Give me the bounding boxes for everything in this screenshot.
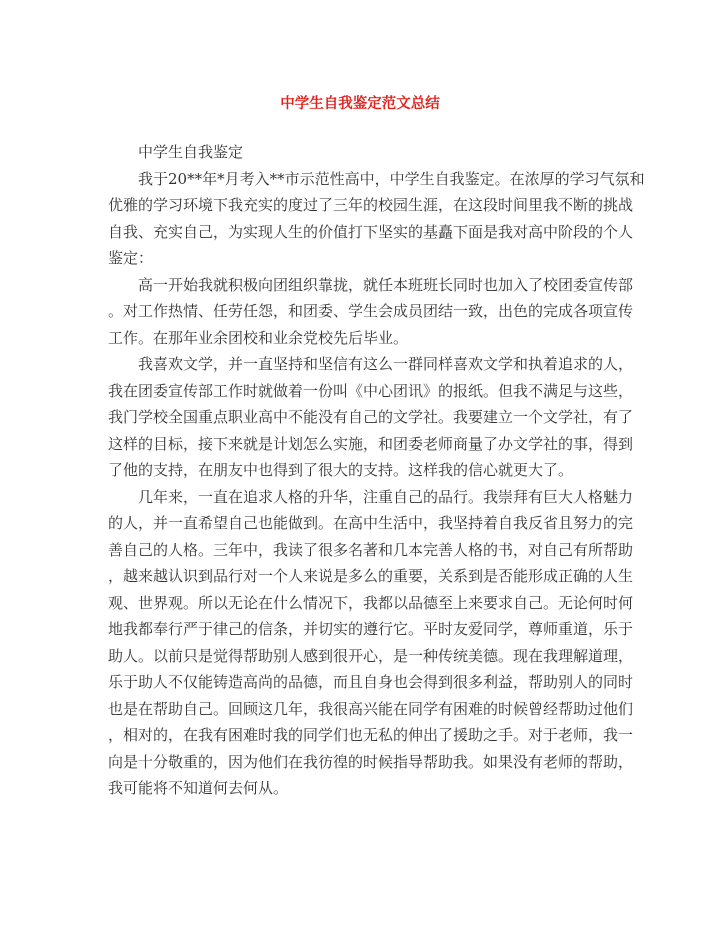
text-line: 助人。以前只是觉得帮助别人感到很开心，是一种传统美德。现在我理解道理， <box>108 646 634 665</box>
text-line: 优雅的学习环境下我充实的度过了三年的校园生涯，在这段时间里我不断的挑战 <box>108 196 634 214</box>
text-line: ，越来越认识到品行对一个人来说是多么的重要，关系到是否能形成正确的人生 <box>108 567 634 585</box>
text-line: 几年来，一直在追求人格的升华，注重自己的品行。我崇拜有巨大人格魅力 <box>138 487 634 506</box>
text-line: 鉴定： <box>108 249 154 267</box>
paragraph <box>108 139 614 166</box>
paragraph <box>108 351 634 484</box>
text-line: 的人，并一直希望自己也能做到。在高中生活中，我坚持着自我反省且努力的完 <box>108 514 634 532</box>
paragraph <box>108 166 645 272</box>
text-line: 观、世界观。所以无论在什么情况下，我都以品德至上来要求自己。无论何时何 <box>108 593 634 612</box>
text-line: 我喜欢文学，并一直坚持和坚信有这么一群同样喜欢文学和执着追求的人， <box>138 355 634 373</box>
text-line: 也是在帮助自己。回顾这几年，我很高兴能在同学有困难的时候曾经帮助过他们 <box>108 699 634 718</box>
text-line: 中学生自我鉴定 <box>138 143 244 161</box>
text-line: 我门学校全国重点职业高中不能没有自己的文学社。我要建立一个文学社，有了 <box>108 408 634 426</box>
document-title: 中学生自我鉴定范文总结 <box>280 96 440 112</box>
text-line: 我在团委宣传部工作时就做着一份叫《中心团讯》的报纸。但我不满足与这些， <box>108 381 634 400</box>
text-line: 这样的目标，接下来就是计划怎么实施，和团委老师商量了办文学社的事，得到 <box>108 434 634 453</box>
text-line: 了他的支持，在朋友中也得到了很大的支持。这样我的信心就更大了。 <box>108 461 574 479</box>
text-line: 。对工作热情、任劳任怨，和团委、学生会成员团结一致，出色的完成各项宣传 <box>108 302 634 320</box>
text-line: 地我都奉行严于律己的信条，并切实的遵行它。平时友爱同学，尊师重道，乐于 <box>108 620 634 638</box>
text-line: 乐于助人不仅能铸造高尚的品德，而且自身也会得到很多利益，帮助别人的同时 <box>108 673 634 691</box>
text-line: 高一开始我就积极向团组织靠拢，就任本班班长同时也加入了校团委宣传部 <box>138 275 634 294</box>
text-line: 自我、充实自己，为实现人生的价值打下坚实的基矗下面是我对高中阶段的个人 <box>108 222 634 241</box>
text-line: 我于20**年*月考入**市示范性高中，中学生自我鉴定。在浓厚的学习气氛和 <box>138 169 645 188</box>
text-line: 我可能将不知道何去何从。 <box>108 779 289 797</box>
paragraph <box>108 272 634 352</box>
text-line: 善自己的人格。三年中，我读了很多名著和几本完善人格的书，对自己有所帮助 <box>108 540 634 559</box>
paragraph <box>108 484 634 802</box>
text-line: 工作。在那年业余团校和业余党校先后毕业。 <box>108 328 409 347</box>
text-line: ，相对的，在我有困难时我的同学们也无私的伸出了援助之手。对于老师，我一 <box>108 726 634 744</box>
document-body <box>108 139 645 802</box>
text-line: 向是十分敬重的，因为他们在我彷徨的时候指导帮助我。如果没有老师的帮助， <box>108 752 634 771</box>
